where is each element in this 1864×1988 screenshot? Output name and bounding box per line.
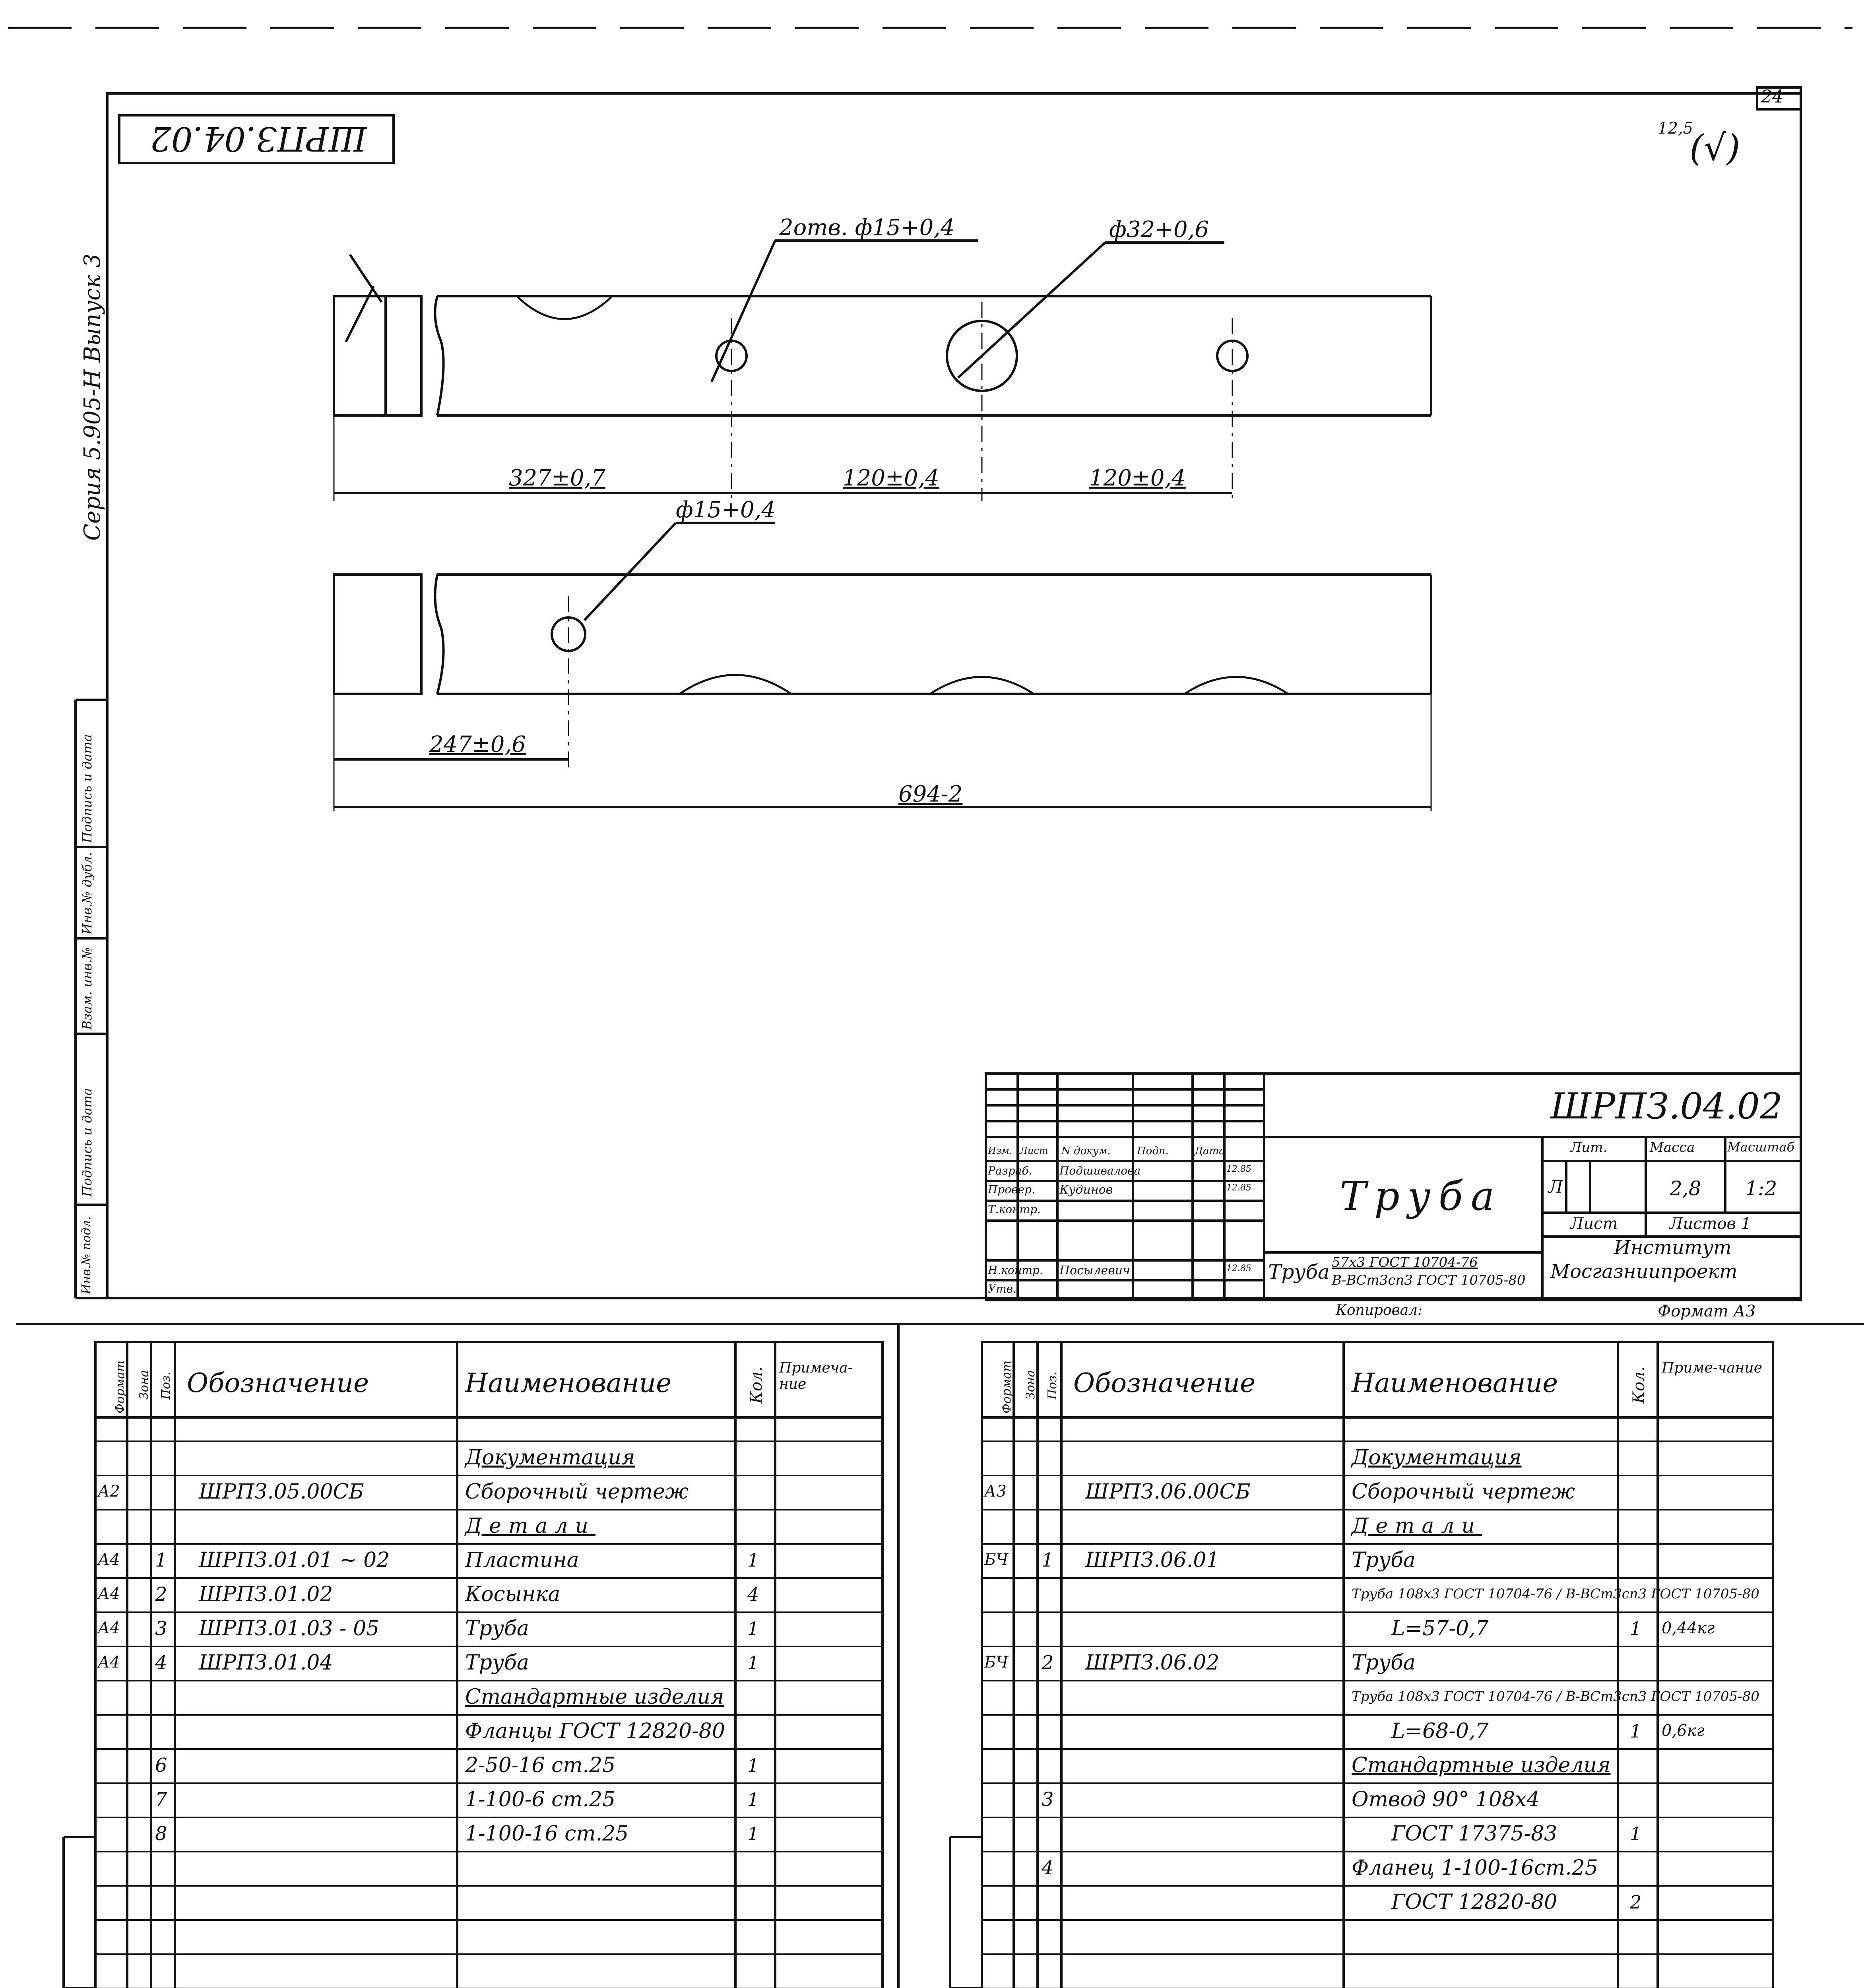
- right-hdr-designation: Обозначение: [1073, 1368, 1256, 1398]
- table-cell-qty: 1: [747, 1823, 759, 1844]
- table-cell-name: Труба 108х3 ГОСТ 10704-76 / В-ВСт3сп3 ГОСТ 10705-80: [1352, 1586, 1759, 1602]
- hole-callout-view2: ф15+0,4: [676, 497, 776, 523]
- table-cell-fmt: А2: [98, 1482, 120, 1501]
- table-cell-name: Труба: [465, 1651, 529, 1675]
- table-cell-name: Труба: [465, 1617, 529, 1640]
- table-cell-des: ШРПЗ.01.01 ~ 02: [199, 1548, 390, 1572]
- table-cell-name: Отвод 90° 108х4: [1352, 1788, 1540, 1811]
- left-hdr-name: Наименование: [465, 1368, 672, 1398]
- table-cell-name: 1-100-6 ст.25: [465, 1788, 616, 1811]
- table-cell-note: 0,44кг: [1662, 1619, 1715, 1637]
- table-cell-name: Детали: [465, 1514, 595, 1538]
- table-cell-name: Стандартные изделия: [465, 1685, 724, 1709]
- table-cell-des: ШРПЗ.01.04: [199, 1651, 333, 1675]
- table-cell-name: 2-50-16 ст.25: [465, 1753, 616, 1777]
- table-cell-name: Стандартные изделия: [1352, 1753, 1611, 1777]
- series-label: Серия 5.905-Н Выпуск 3: [80, 253, 105, 541]
- top-designation: ШРПЗ.04.02: [1550, 1085, 1783, 1127]
- table-cell-note: 0,6кг: [1662, 1722, 1705, 1740]
- table-cell-des: ШРПЗ.06.00СБ: [1085, 1480, 1251, 1504]
- table-cell-des: ШРПЗ.05.00СБ: [199, 1480, 364, 1504]
- table-cell-qty: 1: [1630, 1720, 1642, 1742]
- roughness-value: 12,5: [1658, 119, 1693, 138]
- dim-327: 327±0,7: [509, 465, 605, 491]
- table-cell-des: ШРПЗ.06.01: [1085, 1548, 1220, 1572]
- table-cell-des: ШРПЗ.01.02: [199, 1582, 333, 1606]
- top-format: Формат А3: [1658, 1302, 1756, 1320]
- top-sheets-label: Листов 1: [1670, 1215, 1751, 1233]
- rotated-designation: ШРПЗ.04.02: [150, 119, 367, 158]
- top-mass-label: Масса: [1650, 1140, 1695, 1155]
- left-hdr-designation: Обозначение: [187, 1368, 369, 1398]
- table-cell-pos: 2: [155, 1583, 167, 1606]
- table-cell-name: Фланец 1-100-16ст.25: [1352, 1856, 1598, 1880]
- top-material-prefix: Труба: [1268, 1260, 1330, 1283]
- top-sheet-label: Лист: [1570, 1215, 1618, 1233]
- right-hdr-name: Наименование: [1352, 1368, 1558, 1398]
- table-cell-pos: 1: [155, 1549, 167, 1571]
- left-hdr-pos: Поз.: [159, 1371, 173, 1400]
- dim-247: 247±0,6: [429, 732, 526, 757]
- margin-sign-date-2: Подпись и дата: [80, 1088, 95, 1197]
- hole-callout-small: 2отв. ф15+0,4: [779, 215, 955, 241]
- top-name-4: Посылевич: [1059, 1264, 1130, 1277]
- top-role-developer: Разраб.: [988, 1164, 1032, 1177]
- table-cell-fmt: БЧ: [984, 1551, 1009, 1569]
- hole-callout-large: ф32+0,6: [1109, 217, 1209, 243]
- top-name-2: Кудинов: [1059, 1183, 1113, 1197]
- top-hdr-list: Лист: [1020, 1145, 1048, 1156]
- table-cell-pos: 1: [1042, 1549, 1054, 1571]
- table-cell-name: ГОСТ 12820-80: [1391, 1890, 1558, 1914]
- table-cell-qty: 1: [747, 1789, 759, 1810]
- margin-sign-date: Подпись и дата: [80, 734, 95, 843]
- top-role-ncontrol: Н.контр.: [988, 1264, 1043, 1277]
- table-cell-qty: 2: [1630, 1891, 1642, 1913]
- top-scale-value: 1:2: [1745, 1177, 1777, 1200]
- right-hdr-pos: Поз.: [1045, 1371, 1059, 1400]
- top-date-2: 12.85: [1226, 1183, 1251, 1193]
- table-cell-name: Труба 108х3 ГОСТ 10704-76 / В-ВСт3сп3 ГОСТ 10705-80: [1352, 1689, 1759, 1705]
- top-hdr-izm: Изм.: [988, 1145, 1012, 1156]
- table-cell-name: Пластина: [465, 1548, 579, 1572]
- right-hdr-note: Приме-чание: [1662, 1360, 1763, 1376]
- table-cell-qty: 1: [747, 1618, 759, 1639]
- top-hdr-doc: N докум.: [1061, 1145, 1111, 1157]
- left-hdr-note: Примеча-ние: [779, 1360, 853, 1392]
- table-cell-name: Труба: [1352, 1651, 1416, 1675]
- table-cell-pos: 3: [1042, 1788, 1054, 1811]
- top-title: Труба: [1340, 1173, 1503, 1219]
- table-cell-qty: 1: [747, 1755, 759, 1776]
- table-cell-fmt: А4: [98, 1585, 120, 1603]
- table-cell-qty: 1: [1630, 1618, 1642, 1639]
- table-cell-qty: 1: [747, 1652, 759, 1673]
- top-lit-value: Л: [1548, 1177, 1563, 1197]
- top-org2: Мосгазниипроект: [1550, 1260, 1738, 1283]
- table-cell-name: Сборочный чертеж: [1352, 1480, 1575, 1504]
- top-role-checker: Провер.: [988, 1183, 1035, 1196]
- table-cell-pos: 4: [1042, 1857, 1054, 1879]
- table-cell-pos: 8: [155, 1823, 167, 1845]
- roughness-symbol: (√): [1689, 127, 1740, 169]
- left-hdr-zone: Зона: [137, 1370, 151, 1400]
- top-lit-label: Лит.: [1570, 1140, 1608, 1155]
- table-cell-fmt: А4: [98, 1551, 120, 1569]
- table-cell-name: ГОСТ 17375-83: [1391, 1822, 1558, 1846]
- top-scale-label: Масштаб: [1727, 1140, 1795, 1155]
- table-cell-name: 1-100-16 ст.25: [465, 1822, 629, 1846]
- table-cell-fmt: БЧ: [984, 1653, 1009, 1672]
- left-hdr-qty: Кол.: [747, 1366, 766, 1404]
- table-cell-name: Детали: [1352, 1514, 1482, 1538]
- top-role-approved: Утв.: [988, 1282, 1016, 1295]
- table-cell-name: Сборочный чертеж: [465, 1480, 689, 1504]
- top-material-line2: В-ВСт3сп3 ГОСТ 10705-80: [1332, 1272, 1526, 1288]
- margin-replace-inv: Взам. инв.№: [80, 947, 95, 1030]
- top-date-3: 12.85: [1226, 1264, 1251, 1274]
- table-cell-pos: 4: [155, 1652, 167, 1674]
- top-mass-value: 2,8: [1670, 1177, 1701, 1200]
- table-cell-pos: 3: [155, 1617, 167, 1640]
- table-cell-pos: 6: [155, 1754, 167, 1776]
- table-cell-fmt: А3: [984, 1482, 1007, 1501]
- margin-orig-inv: Инв.№ подл.: [80, 1216, 93, 1294]
- right-hdr-format: Формат: [1000, 1360, 1014, 1413]
- table-cell-qty: 1: [747, 1549, 759, 1571]
- top-hdr-date: Дата: [1195, 1145, 1225, 1157]
- top-org1: Институт: [1614, 1237, 1732, 1259]
- table-cell-name: Труба: [1352, 1548, 1416, 1572]
- margin-dup-inv: Инв.№ дубл.: [80, 852, 95, 934]
- table-cell-name: Документация: [1352, 1446, 1522, 1470]
- top-name-1: Подшивалова: [1059, 1164, 1141, 1177]
- table-cell-qty: 4: [747, 1584, 759, 1605]
- table-cell-des: ШРПЗ.01.03 - 05: [199, 1617, 380, 1640]
- table-cell-qty: 1: [1630, 1823, 1642, 1844]
- top-date-1: 12.85: [1226, 1164, 1251, 1174]
- dim-120-b: 120±0,4: [1089, 465, 1186, 491]
- table-cell-fmt: А4: [98, 1653, 120, 1672]
- table-cell-des: ШРПЗ.06.02: [1085, 1651, 1220, 1675]
- dim-120-a: 120±0,4: [843, 465, 939, 491]
- left-hdr-format: Формат: [113, 1360, 127, 1413]
- table-cell-pos: 7: [155, 1788, 167, 1811]
- top-role-tcontrol: Т.контр.: [988, 1203, 1041, 1216]
- top-copied: Копировал:: [1336, 1302, 1423, 1318]
- top-hdr-sign: Подп.: [1137, 1145, 1169, 1157]
- table-cell-pos: 2: [1042, 1652, 1054, 1674]
- table-cell-name: L=57-0,7: [1391, 1617, 1489, 1640]
- right-hdr-qty: Кол.: [1630, 1366, 1648, 1404]
- table-cell-name: Косынка: [465, 1582, 561, 1606]
- dim-694: 694-2: [898, 781, 963, 807]
- sheet-number: 24: [1761, 87, 1783, 107]
- table-cell-name: Документация: [465, 1446, 635, 1470]
- right-hdr-zone: Зона: [1024, 1370, 1038, 1400]
- table-cell-name: Фланцы ГОСТ 12820-80: [465, 1719, 725, 1743]
- top-material-line1: 57х3 ГОСТ 10704-76: [1332, 1254, 1478, 1270]
- table-cell-fmt: А4: [98, 1619, 120, 1637]
- table-cell-name: L=68-0,7: [1391, 1719, 1489, 1743]
